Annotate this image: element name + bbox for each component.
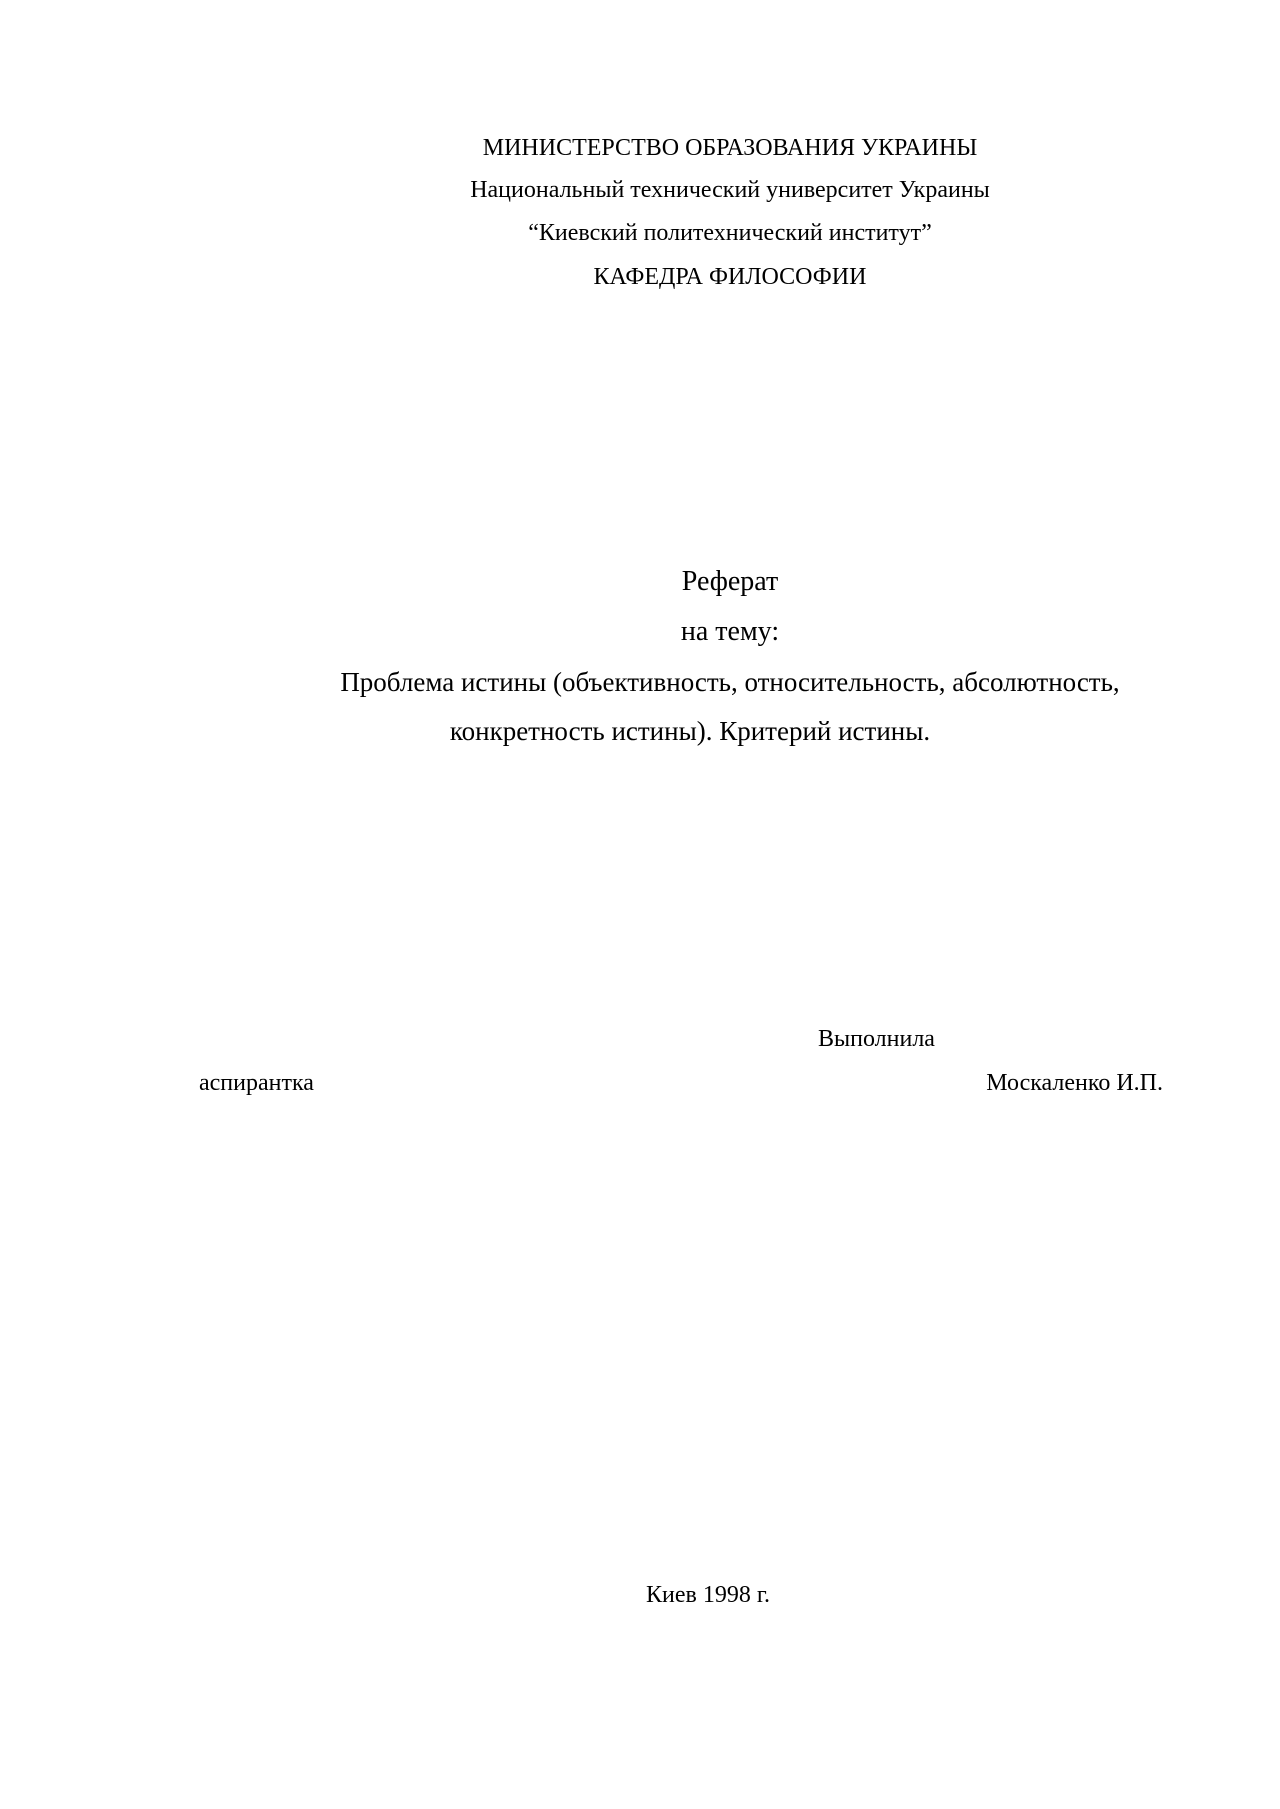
author-name: Москаленко И.П. xyxy=(986,1070,1163,1096)
performed-by-label: Выполнила xyxy=(818,1026,935,1052)
ministry-heading: МИНИСТЕРСТВО ОБРАЗОВАНИЯ УКРАИНЫ xyxy=(482,135,978,161)
department-name: КАФЕДРА ФИЛОСОФИИ xyxy=(593,264,867,290)
institute-name: “Киевский политехнический институт” xyxy=(528,220,932,246)
university-name: Национальный технический университет Украины xyxy=(470,177,990,203)
author-position: аспирантка xyxy=(199,1070,314,1096)
document-type: Реферат xyxy=(681,566,779,597)
topic-line-2: конкретность истины). Критерий истины. xyxy=(449,716,931,746)
topic-line-1: Проблема истины (объективность, относительность, абсолютность, xyxy=(340,667,1120,697)
on-topic-label: на тему: xyxy=(680,616,780,647)
city-year: Киев 1998 г. xyxy=(646,1582,770,1608)
